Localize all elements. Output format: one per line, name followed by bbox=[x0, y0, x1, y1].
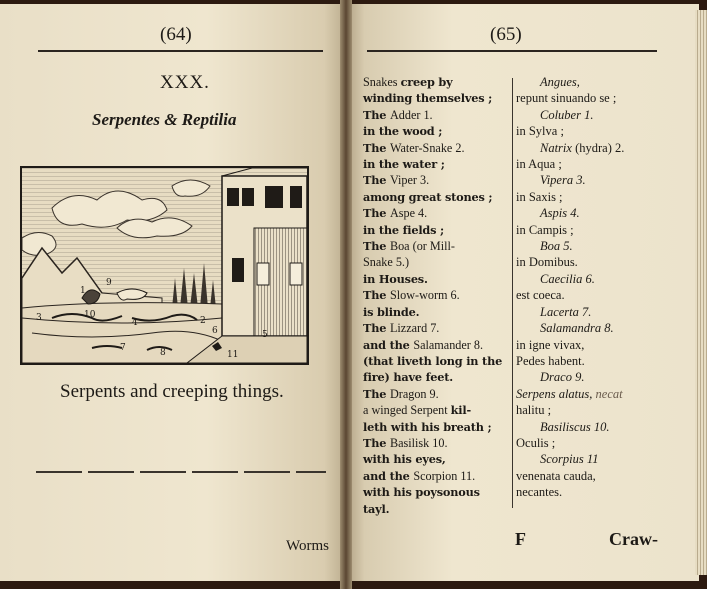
latin-line bbox=[516, 123, 624, 139]
english-text: Serpent bbox=[410, 403, 451, 418]
english-text: in the water ; bbox=[363, 157, 445, 172]
english-text: Water-Snake 2. bbox=[389, 140, 465, 155]
english-text: is blinde. bbox=[363, 304, 420, 319]
latin-text: in Campis ; bbox=[516, 222, 574, 237]
woodcut-illustration bbox=[20, 166, 309, 365]
english-text: The bbox=[363, 435, 390, 450]
figure-number-2: 2 bbox=[200, 316, 206, 326]
right-page bbox=[347, 4, 699, 581]
english-line bbox=[363, 238, 502, 254]
figure-number-7: 7 bbox=[120, 343, 126, 353]
latin-text: necantes. bbox=[516, 485, 563, 500]
latin-text: repunt sinuando se ; bbox=[516, 91, 617, 106]
catchword-right: Craw- bbox=[609, 529, 658, 549]
english-line bbox=[363, 189, 502, 205]
latin-column bbox=[516, 74, 624, 501]
column-divider bbox=[512, 78, 513, 508]
latin-line bbox=[516, 320, 624, 336]
latin-line bbox=[516, 435, 624, 451]
english-line bbox=[363, 254, 502, 270]
figure-number-9: 9 bbox=[106, 278, 112, 288]
english-line bbox=[363, 287, 502, 303]
figure-number-10: 10 bbox=[84, 310, 96, 320]
latin-line bbox=[516, 402, 624, 418]
english-text: The bbox=[363, 173, 390, 188]
english-text: The bbox=[363, 386, 390, 401]
latin-line bbox=[516, 107, 624, 123]
english-line bbox=[363, 419, 502, 435]
english-line bbox=[363, 451, 502, 467]
latin-text: Pedes habent. bbox=[516, 353, 585, 368]
english-text: Scorpion 11. bbox=[413, 468, 476, 483]
english-line bbox=[363, 402, 502, 418]
english-text: Basilisk 10. bbox=[389, 435, 448, 450]
latin-text: Oculis ; bbox=[516, 435, 556, 450]
latin-text: Aspis 4. bbox=[540, 206, 580, 221]
english-line bbox=[363, 468, 502, 484]
english-line bbox=[363, 90, 502, 106]
english-line bbox=[363, 123, 502, 139]
latin-line bbox=[516, 484, 624, 500]
figure-number-8: 8 bbox=[160, 348, 166, 358]
latin-text: Caecilia 6. bbox=[540, 271, 595, 286]
latin-line bbox=[516, 337, 624, 353]
latin-text: Scorpius 11 bbox=[540, 452, 599, 467]
latin-text: Draco 9. bbox=[540, 370, 585, 385]
latin-text: Angues, bbox=[540, 75, 580, 89]
ornamental-dash-rule bbox=[36, 471, 326, 473]
english-text: Lizzard 7. bbox=[389, 321, 440, 336]
latin-line bbox=[516, 271, 624, 287]
catchword-left: Worms bbox=[286, 538, 329, 554]
english-line bbox=[363, 222, 502, 238]
latin-text: Vipera 3. bbox=[540, 173, 586, 188]
latin-line bbox=[516, 238, 624, 254]
english-text: Salamander 8. bbox=[413, 337, 484, 352]
latin-text: Boa 5. bbox=[540, 239, 573, 254]
english-line bbox=[363, 74, 502, 90]
figure-number-3: 3 bbox=[36, 313, 42, 323]
latin-line bbox=[516, 189, 624, 205]
english-text: in Houses. bbox=[363, 271, 428, 286]
latin-text: (hydra) 2. bbox=[571, 140, 625, 155]
page-number-right: (65) bbox=[490, 24, 522, 45]
english-text: with his eyes, bbox=[363, 452, 446, 467]
english-text: among great stones ; bbox=[363, 189, 493, 204]
english-text: Snakes bbox=[363, 75, 401, 89]
english-text: The bbox=[363, 288, 390, 303]
latin-text: halitu ; bbox=[516, 403, 552, 418]
english-text: kil- bbox=[450, 403, 471, 418]
left-page bbox=[0, 4, 345, 581]
english-line bbox=[363, 369, 502, 385]
english-text: The bbox=[363, 206, 390, 221]
english-line bbox=[363, 386, 502, 402]
latin-line bbox=[516, 353, 624, 369]
latin-line bbox=[516, 222, 624, 238]
english-text: fire) have feet. bbox=[363, 370, 453, 385]
english-text: and the bbox=[363, 337, 414, 352]
english-text: Dragon 9. bbox=[389, 386, 439, 401]
latin-line bbox=[516, 386, 624, 402]
english-text: Viper 3. bbox=[389, 173, 430, 188]
latin-text: in Sylva ; bbox=[516, 124, 564, 139]
english-line bbox=[363, 353, 502, 369]
english-line bbox=[363, 435, 502, 451]
latin-text: in Aqua ; bbox=[516, 157, 562, 172]
english-text: The bbox=[363, 321, 390, 336]
english-text: tayl. bbox=[363, 501, 390, 516]
english-line bbox=[363, 484, 502, 500]
english-line bbox=[363, 320, 502, 336]
page-edges bbox=[695, 10, 707, 575]
english-text: (that liveth long in the bbox=[363, 353, 503, 368]
english-line bbox=[363, 304, 502, 320]
latin-text: Coluber 1. bbox=[540, 107, 594, 122]
header-rule-left bbox=[38, 50, 323, 52]
latin-line bbox=[516, 468, 624, 484]
english-text: Adder 1. bbox=[389, 107, 433, 122]
english-line bbox=[363, 107, 502, 123]
figure-caption: Serpents and creeping things. bbox=[60, 381, 284, 402]
section-number: XXX. bbox=[160, 72, 210, 93]
english-text: winding themselves ; bbox=[363, 91, 493, 106]
figure-number-11: 11 bbox=[227, 350, 239, 360]
latin-line bbox=[516, 304, 624, 320]
english-text: a winged bbox=[363, 403, 411, 418]
english-text: The bbox=[363, 140, 390, 155]
english-line bbox=[363, 337, 502, 353]
figure-number-5: 5 bbox=[262, 330, 268, 340]
latin-line bbox=[516, 90, 624, 106]
english-line bbox=[363, 205, 502, 221]
signature-mark: F bbox=[515, 529, 526, 549]
english-line bbox=[363, 271, 502, 287]
english-column bbox=[363, 74, 502, 517]
latin-line bbox=[516, 156, 624, 172]
latin-text: Serpens alatus, bbox=[516, 386, 596, 401]
english-text: Snake 5.) bbox=[363, 255, 410, 270]
latin-text: Basiliscus 10. bbox=[540, 419, 610, 434]
english-text: Boa (or Mill- bbox=[389, 239, 455, 254]
latin-text: necat bbox=[595, 386, 623, 401]
english-text: leth with his breath ; bbox=[363, 419, 492, 434]
latin-line bbox=[516, 254, 624, 270]
book-gutter bbox=[340, 0, 352, 589]
figure-number-1: 1 bbox=[80, 286, 86, 296]
english-text: and the bbox=[363, 468, 414, 483]
latin-text: in Domibus. bbox=[516, 255, 578, 270]
english-line bbox=[363, 156, 502, 172]
english-text: creep by bbox=[400, 75, 453, 89]
latin-text: Lacerta 7. bbox=[540, 304, 592, 319]
header-rule-right bbox=[367, 50, 657, 52]
latin-text: in igne vivax, bbox=[516, 337, 585, 352]
latin-line bbox=[516, 287, 624, 303]
latin-text: Natrix bbox=[540, 140, 572, 155]
english-line bbox=[363, 501, 502, 517]
english-text: The bbox=[363, 107, 390, 122]
latin-text: Salamandra 8. bbox=[540, 321, 614, 336]
english-text: with his poysonous bbox=[363, 485, 480, 500]
english-text: Aspe 4. bbox=[389, 206, 428, 221]
latin-line bbox=[516, 140, 624, 156]
page-number-left: (64) bbox=[160, 24, 192, 45]
figure-number-6: 6 bbox=[212, 326, 218, 336]
latin-text: in Saxis ; bbox=[516, 189, 563, 204]
latin-line bbox=[516, 205, 624, 221]
latin-text: est coeca. bbox=[516, 288, 565, 303]
english-line bbox=[363, 140, 502, 156]
figure-number-4: 4 bbox=[132, 318, 138, 328]
english-text: Slow-worm 6. bbox=[389, 288, 460, 303]
latin-text: venenata cauda, bbox=[516, 468, 596, 483]
latin-line bbox=[516, 369, 624, 385]
section-title: Serpentes & Reptilia bbox=[92, 110, 237, 129]
latin-line bbox=[516, 74, 624, 90]
english-text: in the fields ; bbox=[363, 222, 444, 237]
latin-line bbox=[516, 419, 624, 435]
latin-line bbox=[516, 172, 624, 188]
english-text: The bbox=[363, 239, 390, 254]
english-line bbox=[363, 172, 502, 188]
english-text: in the wood ; bbox=[363, 124, 443, 139]
latin-line bbox=[516, 451, 624, 467]
